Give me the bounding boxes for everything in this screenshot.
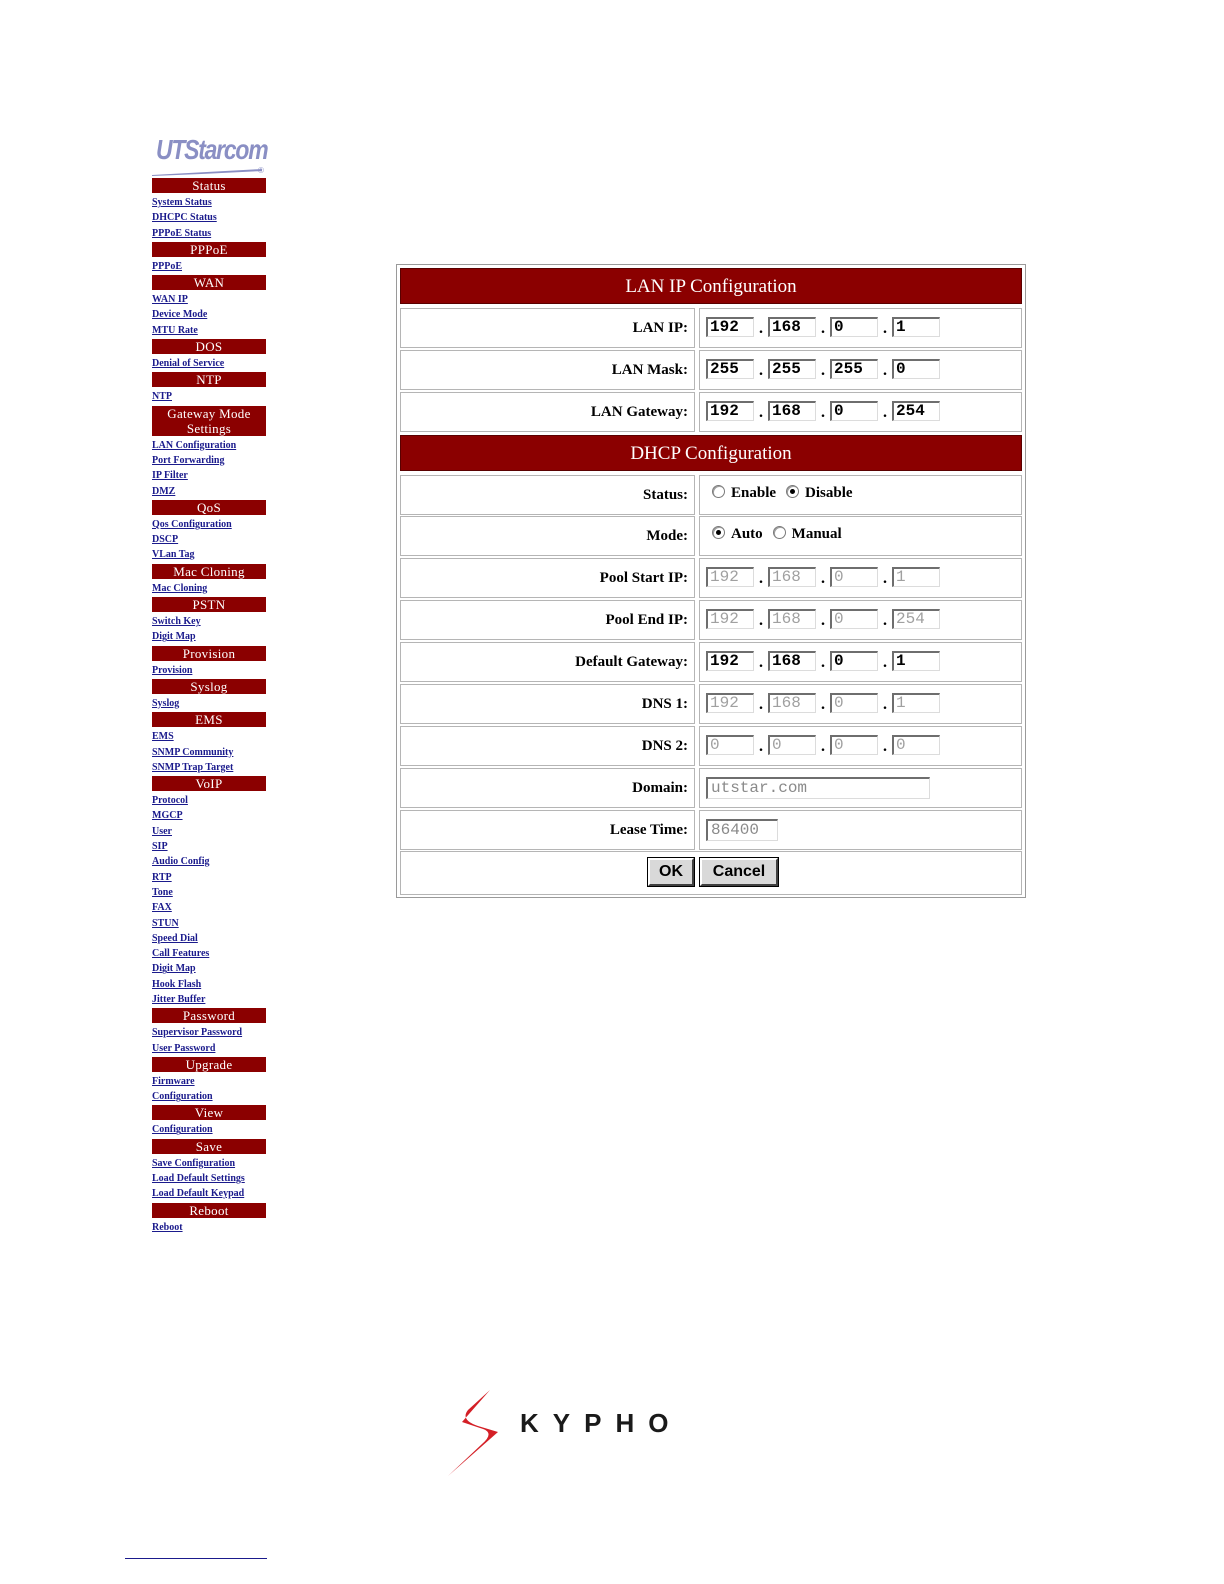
sidebar-link-jitter-buffer[interactable]: Jitter Buffer — [152, 993, 206, 1005]
ip-dot-separator: . — [883, 738, 887, 755]
lease-time-row — [400, 810, 1022, 850]
sidebar-group-pppoe — [152, 242, 266, 274]
sidebar-group-wan — [152, 275, 266, 338]
default-gateway-octet-3-input[interactable]: 0 — [830, 651, 878, 671]
default-gateway-label: Default Gateway: — [400, 642, 695, 682]
sidebar-link-fax[interactable]: FAX — [152, 902, 172, 914]
sidebar-link-switch-key[interactable]: Switch Key — [152, 616, 201, 628]
lan-gateway-octet-2-input[interactable]: 168 — [768, 401, 816, 421]
lan-mask-octet-2-input[interactable]: 255 — [768, 359, 816, 379]
lan-gateway-label: LAN Gateway: — [400, 392, 695, 432]
pool-end-ip-row — [400, 600, 1022, 640]
sidebar-nav — [152, 178, 266, 1236]
sidebar-link-save-configuration[interactable]: Save Configuration — [152, 1157, 236, 1169]
lan-ip-row — [400, 308, 1022, 348]
lan-gateway-octet-1-input[interactable]: 192 — [706, 401, 754, 421]
footer-rule — [125, 1558, 267, 1559]
sidebar-group-upgrade — [152, 1057, 266, 1105]
sidebar-group-dos — [152, 339, 266, 371]
dhcp-status-radio-group — [712, 485, 863, 502]
ip-dot-separator: . — [759, 696, 763, 713]
ip-dot-separator: . — [821, 404, 825, 421]
form-actions — [400, 851, 1022, 895]
sidebar-link-syslog[interactable]: Syslog — [152, 697, 180, 709]
sidebar-link-dhcpc-status[interactable]: DHCPC Status — [152, 212, 217, 224]
sidebar-header-reboot: Reboot — [152, 1203, 266, 1218]
sidebar-header-view: View — [152, 1105, 266, 1120]
skypho-logo — [428, 1388, 752, 1480]
sidebar-group-ntp — [152, 372, 266, 404]
sidebar-group-provision — [152, 646, 266, 678]
dhcp-status-value-cell — [699, 475, 1022, 515]
dhcp-mode-radio-label-manual: Manual — [791, 526, 842, 542]
domain-label: Domain: — [400, 768, 695, 808]
sidebar-link-speed-dial[interactable]: Speed Dial — [152, 932, 198, 944]
ip-dot-separator: . — [759, 654, 763, 671]
dns-1-row — [400, 684, 1022, 724]
sidebar-link-digit-map[interactable]: Digit Map — [152, 963, 196, 975]
sidebar-link-load-default-keypad[interactable]: Load Default Keypad — [152, 1188, 245, 1200]
pool-start-ip-octet-1-input: 192 — [706, 567, 754, 587]
sidebar-link-vlan-tag[interactable]: VLan Tag — [152, 549, 195, 561]
sidebar-header-mac-cloning: Mac Cloning — [152, 564, 266, 579]
lan-gateway-octet-4-input[interactable]: 254 — [892, 401, 940, 421]
pool-start-ip-value-cell — [699, 558, 1022, 598]
sidebar-group-save — [152, 1139, 266, 1202]
dns-1-octet-2-input: 168 — [768, 693, 816, 713]
lan-gateway-row — [400, 392, 1022, 432]
ip-dot-separator: . — [759, 362, 763, 379]
sidebar-header-wan: WAN — [152, 275, 266, 290]
sidebar-header-qos: QoS — [152, 500, 266, 515]
sidebar-group-view — [152, 1105, 266, 1137]
sidebar-link-firmware[interactable]: Firmware — [152, 1075, 195, 1087]
sidebar-link-tone[interactable]: Tone — [152, 886, 173, 898]
sidebar-link-snmp-community[interactable]: SNMP Community — [152, 746, 234, 758]
dns-2-label: DNS 2: — [400, 726, 695, 766]
dhcp-mode-label: Mode: — [400, 516, 695, 556]
dns-1-label: DNS 1: — [400, 684, 695, 724]
ip-dot-separator: . — [821, 738, 825, 755]
pool-start-ip-label: Pool Start IP: — [400, 558, 695, 598]
lan-ip-octet-3-input[interactable]: 0 — [830, 317, 878, 337]
ip-dot-separator: . — [883, 696, 887, 713]
sidebar-header-ems: EMS — [152, 712, 266, 727]
pool-end-ip-octet-2-input: 168 — [768, 609, 816, 629]
sidebar-link-reboot[interactable]: Reboot — [152, 1221, 183, 1233]
sidebar-link-mac-cloning[interactable]: Mac Cloning — [152, 582, 208, 594]
pool-end-ip-octet-3-input: 0 — [830, 609, 878, 629]
sidebar-group-password — [152, 1008, 266, 1056]
pool-start-ip-octet-4-input: 1 — [892, 567, 940, 587]
lan-section-title: LAN IP Configuration — [400, 268, 1022, 304]
sidebar-group-syslog — [152, 679, 266, 711]
sidebar-link-snmp-trap-target[interactable]: SNMP Trap Target — [152, 761, 234, 773]
sidebar-group-voip — [152, 776, 266, 1007]
ip-dot-separator: . — [821, 362, 825, 379]
ip-dot-separator: . — [759, 738, 763, 755]
dns-2-row — [400, 726, 1022, 766]
sidebar-group-reboot — [152, 1203, 266, 1235]
sidebar-header-ntp: NTP — [152, 372, 266, 387]
lan-mask-value-cell — [699, 350, 1022, 390]
dhcp-mode-radio-auto[interactable] — [712, 526, 725, 539]
lan-ip-octet-4-input[interactable]: 1 — [892, 317, 940, 337]
sidebar-link-sip[interactable]: SIP — [152, 841, 168, 853]
sidebar-link-dscp[interactable]: DSCP — [152, 534, 179, 546]
pool-start-ip-octet-2-input: 168 — [768, 567, 816, 587]
ip-dot-separator: . — [759, 570, 763, 587]
pool-end-ip-octet-1-input: 192 — [706, 609, 754, 629]
sidebar-link-user-password[interactable]: User Password — [152, 1042, 216, 1054]
default-gateway-octet-2-input[interactable]: 168 — [768, 651, 816, 671]
ip-dot-separator: . — [821, 570, 825, 587]
logo-text: UTStarcom — [156, 134, 268, 165]
pool-end-ip-label: Pool End IP: — [400, 600, 695, 640]
sidebar-header-password: Password — [152, 1008, 266, 1023]
pool-start-ip-octet-3-input: 0 — [830, 567, 878, 587]
default-gateway-row — [400, 642, 1022, 682]
sidebar-header-gateway-mode-settings: Gateway Mode Settings — [152, 406, 266, 436]
lan-mask-octet-3-input[interactable]: 255 — [830, 359, 878, 379]
sidebar-header-pstn: PSTN — [152, 597, 266, 612]
sidebar-link-user[interactable]: User — [152, 825, 172, 837]
lan-mask-row — [400, 350, 1022, 390]
default-gateway-octet-4-input[interactable]: 1 — [892, 651, 940, 671]
dhcp-mode-row — [400, 516, 1022, 556]
lan-gateway-value-cell — [699, 392, 1022, 432]
sidebar-header-provision: Provision — [152, 646, 266, 661]
sidebar-header-voip: VoIP — [152, 776, 266, 791]
dns-2-octet-2-input: 0 — [768, 735, 816, 755]
logo-registered-mark: ® — [258, 166, 264, 175]
ip-dot-separator: . — [821, 696, 825, 713]
sidebar-link-device-mode[interactable]: Device Mode — [152, 309, 208, 321]
dhcp-mode-radio-manual[interactable] — [773, 526, 786, 539]
dhcp-status-radio-label-enable: Enable — [731, 485, 777, 501]
ip-dot-separator: . — [821, 320, 825, 337]
default-gateway-octet-1-input[interactable]: 192 — [706, 651, 754, 671]
sidebar-link-digit-map[interactable]: Digit Map — [152, 631, 196, 643]
default-gateway-value-cell — [699, 642, 1022, 682]
sidebar-link-system-status[interactable]: System Status — [152, 197, 212, 208]
pool-end-ip-octet-4-input: 254 — [892, 609, 940, 629]
sidebar-link-wan-ip[interactable]: WAN IP — [152, 294, 188, 306]
ip-dot-separator: . — [759, 612, 763, 629]
ip-dot-separator: . — [759, 320, 763, 337]
dns-2-value-cell — [699, 726, 1022, 766]
sidebar-link-audio-config[interactable]: Audio Config — [152, 856, 210, 868]
sidebar-group-ems — [152, 712, 266, 775]
sidebar-link-pppoe-status[interactable]: PPPoE Status — [152, 227, 212, 239]
lan-mask-octet-4-input[interactable]: 0 — [892, 359, 940, 379]
logo-swoosh — [152, 168, 262, 176]
sidebar-link-supervisor-password[interactable]: Supervisor Password — [152, 1027, 243, 1039]
sidebar-link-configuration[interactable]: Configuration — [152, 1124, 213, 1136]
lan-config-panel — [396, 264, 1026, 898]
lease-time-label: Lease Time: — [400, 810, 695, 850]
dns-1-octet-3-input: 0 — [830, 693, 878, 713]
ip-dot-separator: . — [821, 612, 825, 629]
sidebar-link-configuration[interactable]: Configuration — [152, 1091, 213, 1103]
ip-dot-separator: . — [883, 570, 887, 587]
sidebar-link-qos-configuration[interactable]: Qos Configuration — [152, 518, 232, 530]
sidebar-header-dos: DOS — [152, 339, 266, 354]
dhcp-status-radio-label-disable: Disable — [805, 485, 853, 501]
pool-end-ip-value-cell — [699, 600, 1022, 640]
sidebar-link-dmz[interactable]: DMZ — [152, 485, 176, 497]
dhcp-mode-radio-label-auto: Auto — [731, 526, 763, 542]
dns-2-octet-1-input: 0 — [706, 735, 754, 755]
lan-gateway-octet-3-input[interactable]: 0 — [830, 401, 878, 421]
sidebar-link-hook-flash[interactable]: Hook Flash — [152, 978, 202, 990]
sidebar-link-stun[interactable]: STUN — [152, 917, 179, 929]
lan-ip-value-cell — [699, 308, 1022, 348]
sidebar-link-protocol[interactable]: Protocol — [152, 795, 188, 807]
lease-time-value-cell — [699, 810, 1022, 850]
dhcp-mode-value-cell — [699, 516, 1022, 556]
sidebar-link-rtp[interactable]: RTP — [152, 871, 172, 883]
dns-1-octet-1-input: 192 — [706, 693, 754, 713]
sidebar-link-ntp[interactable]: NTP — [152, 391, 172, 403]
domain-input: utstar.com — [706, 777, 930, 799]
lease-time-input: 86400 — [706, 819, 778, 841]
ok-button[interactable]: OK — [648, 858, 694, 886]
sidebar-header-upgrade: Upgrade — [152, 1057, 266, 1072]
sidebar-header-pppoe: PPPoE — [152, 242, 266, 257]
dhcp-status-row — [400, 475, 1022, 515]
dhcp-section-title: DHCP Configuration — [400, 435, 1022, 471]
sidebar-link-provision[interactable]: Provision — [152, 664, 193, 676]
domain-value-cell — [699, 768, 1022, 808]
sidebar-link-pppoe[interactable]: PPPoE — [152, 260, 182, 272]
lan-mask-octet-1-input[interactable]: 255 — [706, 359, 754, 379]
dns-1-octet-4-input: 1 — [892, 693, 940, 713]
ip-dot-separator: . — [883, 612, 887, 629]
ip-dot-separator: . — [883, 362, 887, 379]
utstarcom-logo — [152, 134, 266, 178]
dhcp-status-radio-disable[interactable] — [786, 485, 799, 498]
sidebar-link-ems[interactable]: EMS — [152, 731, 174, 743]
sidebar-header-save: Save — [152, 1139, 266, 1154]
dhcp-status-radio-enable[interactable] — [712, 485, 725, 498]
lan-ip-octet-1-input[interactable]: 192 — [706, 317, 754, 337]
sidebar-group-mac-cloning — [152, 564, 266, 596]
sidebar-link-port-forwarding[interactable]: Port Forwarding — [152, 454, 225, 466]
sidebar-header-status: Status — [152, 178, 266, 193]
lan-ip-label: LAN IP: — [400, 308, 695, 348]
sidebar-group-gateway-mode-settings — [152, 406, 266, 499]
sidebar-link-call-features[interactable]: Call Features — [152, 948, 210, 960]
lan-mask-label: LAN Mask: — [400, 350, 695, 390]
ip-dot-separator: . — [821, 654, 825, 671]
dns-2-octet-3-input: 0 — [830, 735, 878, 755]
sidebar-link-lan-configuration[interactable]: LAN Configuration — [152, 439, 237, 451]
sidebar-group-pstn — [152, 597, 266, 645]
lan-ip-octet-2-input[interactable]: 168 — [768, 317, 816, 337]
dns-2-octet-4-input: 0 — [892, 735, 940, 755]
dhcp-status-label: Status: — [400, 475, 695, 515]
sidebar-link-load-default-settings[interactable]: Load Default Settings — [152, 1173, 245, 1185]
sidebar-group-status — [152, 178, 266, 241]
pool-start-ip-row — [400, 558, 1022, 598]
sidebar-header-syslog: Syslog — [152, 679, 266, 694]
sidebar-link-ip-filter[interactable]: IP Filter — [152, 470, 188, 482]
ip-dot-separator: . — [883, 320, 887, 337]
sidebar-link-mgcp[interactable]: MGCP — [152, 810, 183, 822]
domain-row — [400, 768, 1022, 808]
dns-1-value-cell — [699, 684, 1022, 724]
sidebar-link-mtu-rate[interactable]: MTU Rate — [152, 324, 198, 336]
sidebar-link-denial-of-service[interactable]: Denial of Service — [152, 358, 225, 370]
ip-dot-separator: . — [883, 654, 887, 671]
skypho-wordmark: KYPHO — [520, 1408, 683, 1438]
dhcp-mode-radio-group — [712, 526, 852, 543]
cancel-button[interactable]: Cancel — [700, 858, 778, 886]
ip-dot-separator: . — [759, 404, 763, 421]
ip-dot-separator: . — [883, 404, 887, 421]
sidebar-group-qos — [152, 500, 266, 563]
